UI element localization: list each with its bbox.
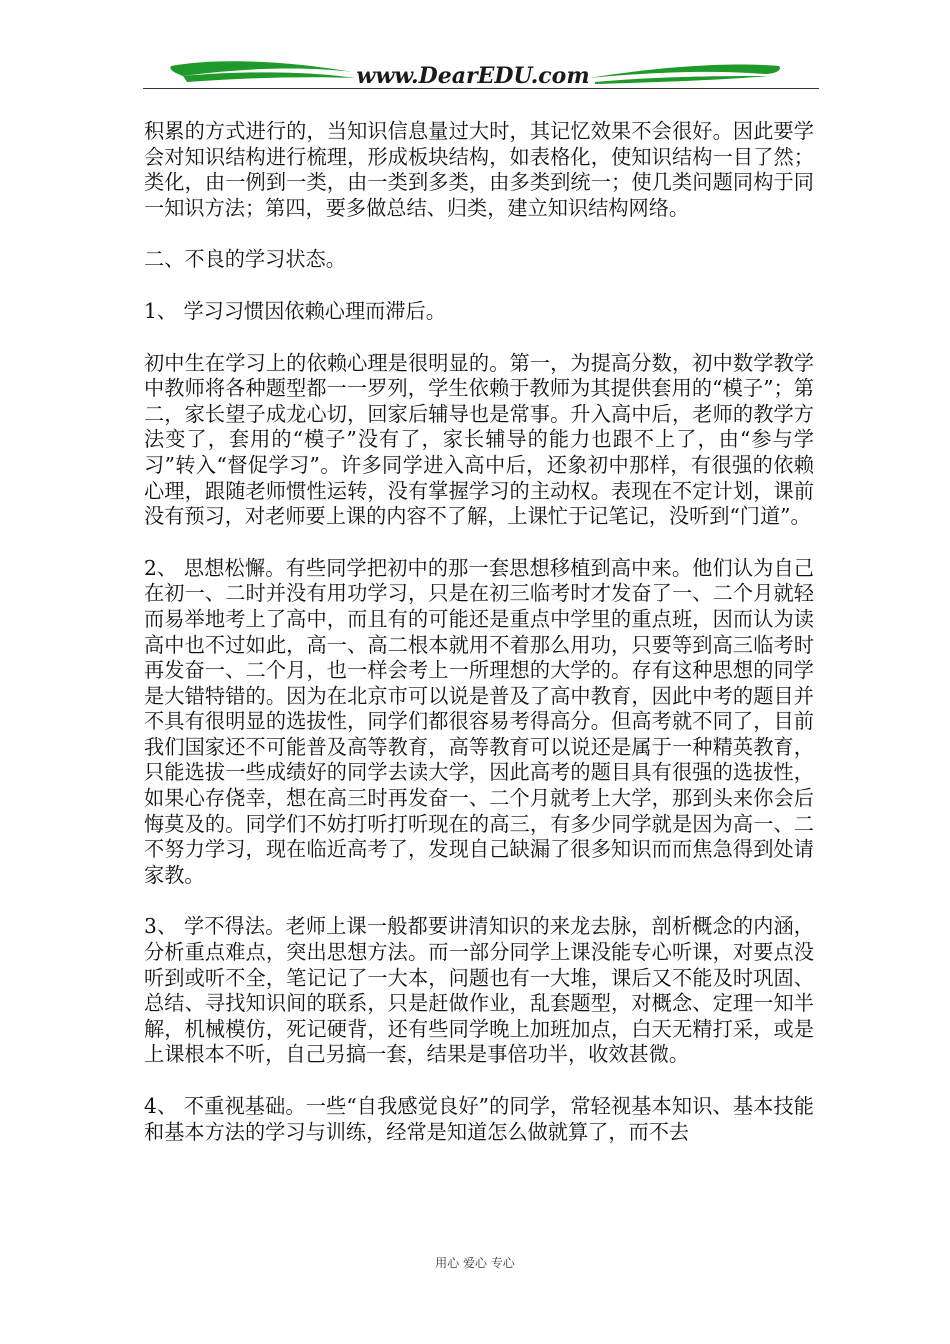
right-leaf-tail	[595, 76, 769, 84]
paragraph: 3、 学不得法。老师上课一般都要讲清知识的来龙去脉，剖析概念的内涵，分析重点难点，突出思想方法。而一部分同学上课没能专心听课，对要点没听到或听不全，笔记记了一大本，问题也有一大堆，课后又不能及时巩固、总结、寻找知识间的联系，只是赶做作业，乱套题型，对概念、定理一知半解，机械模仿，死记硬背，还有些同学晚上加班加点，白天无精打采，或是上课根本不听，自己另搞一套，结果是事倍功半，收效甚微。	[144, 914, 814, 1067]
document-body	[144, 119, 814, 1171]
header-divider	[143, 88, 819, 89]
subsection-heading: 1、 学习习惯因依赖心理而滞后。	[144, 298, 446, 323]
paragraph: 积累的方式进行的，当知识信息量过大时，其记忆效果不会很好。因此要学会对知识结构进行梳理，形成板块结构，如表格化，使知识结构一目了然；类化，由一例到一类，由一类到多类，由多类到统一；使几类问题同构于同一知识方法；第四，要多做总结、归类，建立知识结构网络。	[144, 119, 814, 220]
paragraph: 2、 思想松懈。有些同学把初中的那一套思想移植到高中来。他们认为自己在初一、二时并没有用功学习，只是在初三临考时才发奋了一、二个月就轻而易举地考上了高中，而且有的可能还是重点中学里的重点班，因而认为读高中也不过如此，高一、高二根本就用不着那么用功，只要等到高三临考时再发奋一、二个月，也一样会考上一所理想的大学的。存有这种思想的同学是大错特错的。因为在北京市可以说是普及了高中教育，因此中考的题目并不具有很明显的选拔性，同学们都很容易考得高分。但高考就不同了，目前我们国家还不可能普及高等教育，高等教育可以说还是属于一种精英教育，只能选拔一些成绩好的同学去读大学，因此高考的题目具有很强的选拔性，如果心存侥幸，想在高三时再发奋一、二个月就考上大学，那到头来你会后悔莫及的。同学们不妨打听打听现在的高三，有多少同学就是因为高一、二不努力学习，现在临近高考了，发现自己缺漏了很多知识而而焦急得到处请家教。	[144, 555, 814, 887]
paragraph: 4、 不重视基础。一些“自我感觉良好”的同学，常轻视基本知识、基本技能和基本方法的学习与训练，经常是知道怎么做就算了，而不去	[144, 1094, 814, 1144]
paragraph: 初中生在学习上的依赖心理是很明显的。第一，为提高分数，初中数学教学中教师将各种题型都一一罗列，学生依赖于教师为其提供套用的“模子”；第二，家长望子成龙心切，回家后辅导也是常事。升入高中后，老师的教学方法变了，套用的“模子”没有了，家长辅导的能力也跟不上了，由“参与学习”转入“督促学习”。许多同学进入高中后，还象初中那样，有很强的依赖心理，跟随老师惯性运转，没有掌握学习的主动权。表现在不定计划，课前没有预习，对老师要上课的内容不了解，上课忙于记笔记，没听到“门道”。	[144, 350, 814, 529]
site-logo-banner	[143, 56, 819, 92]
right-leaf-swoosh	[589, 65, 780, 79]
page-header	[143, 56, 819, 92]
site-logo-text: www.DearEDU.com	[356, 63, 590, 89]
left-leaf-tail	[183, 72, 355, 82]
page-footer: 用心 爱心 专心	[435, 1256, 515, 1270]
section-heading: 二、不良的学习状态。	[144, 247, 346, 272]
